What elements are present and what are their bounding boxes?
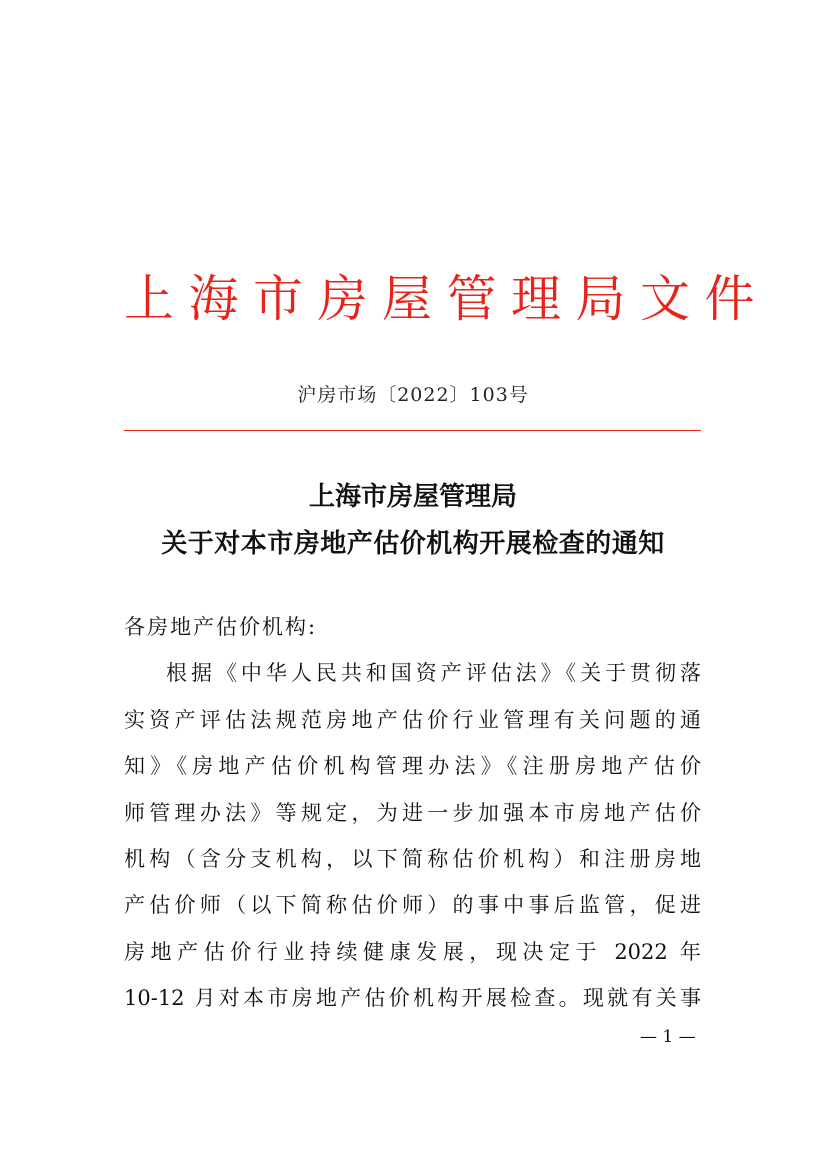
header-divider — [124, 430, 701, 431]
issuer-title: 上海市房屋管理局文件 — [124, 270, 769, 328]
body-paragraph-line: 产估价师（以下简称估价师）的事中事后监管，促进 — [124, 893, 701, 917]
body-paragraph-line: 10-12 月对本市房地产估价机构开展检查。现就有关事 — [124, 986, 701, 1010]
body-paragraph-line: 根据《中华人民共和国资产评估法》《关于贯彻落 — [166, 661, 701, 685]
page-number: — 1 — — [640, 1027, 696, 1047]
body-paragraph-line: 知》《房地产估价机构管理办法》《注册房地产估价 — [124, 754, 701, 778]
salutation: 各房地产估价机构: — [124, 615, 318, 639]
body-paragraph-line: 机构（含分支机构，以下简称估价机构）和注册房地 — [124, 847, 701, 871]
document-number: 沪房市场〔2022〕103号 — [297, 384, 529, 406]
body-paragraph-line: 房地产估价行业持续健康发展，现决定于 2022 年 — [124, 940, 701, 964]
notice-title-line2: 关于对本市房地产估价机构开展检查的通知 — [161, 529, 665, 559]
body-paragraph-line: 实资产评估法规范房地产估价行业管理有关问题的通 — [124, 708, 701, 732]
body-paragraph-line: 师管理办法》等规定，为进一步加强本市房地产估价 — [124, 801, 701, 825]
notice-title-line1: 上海市房屋管理局 — [308, 482, 517, 512]
